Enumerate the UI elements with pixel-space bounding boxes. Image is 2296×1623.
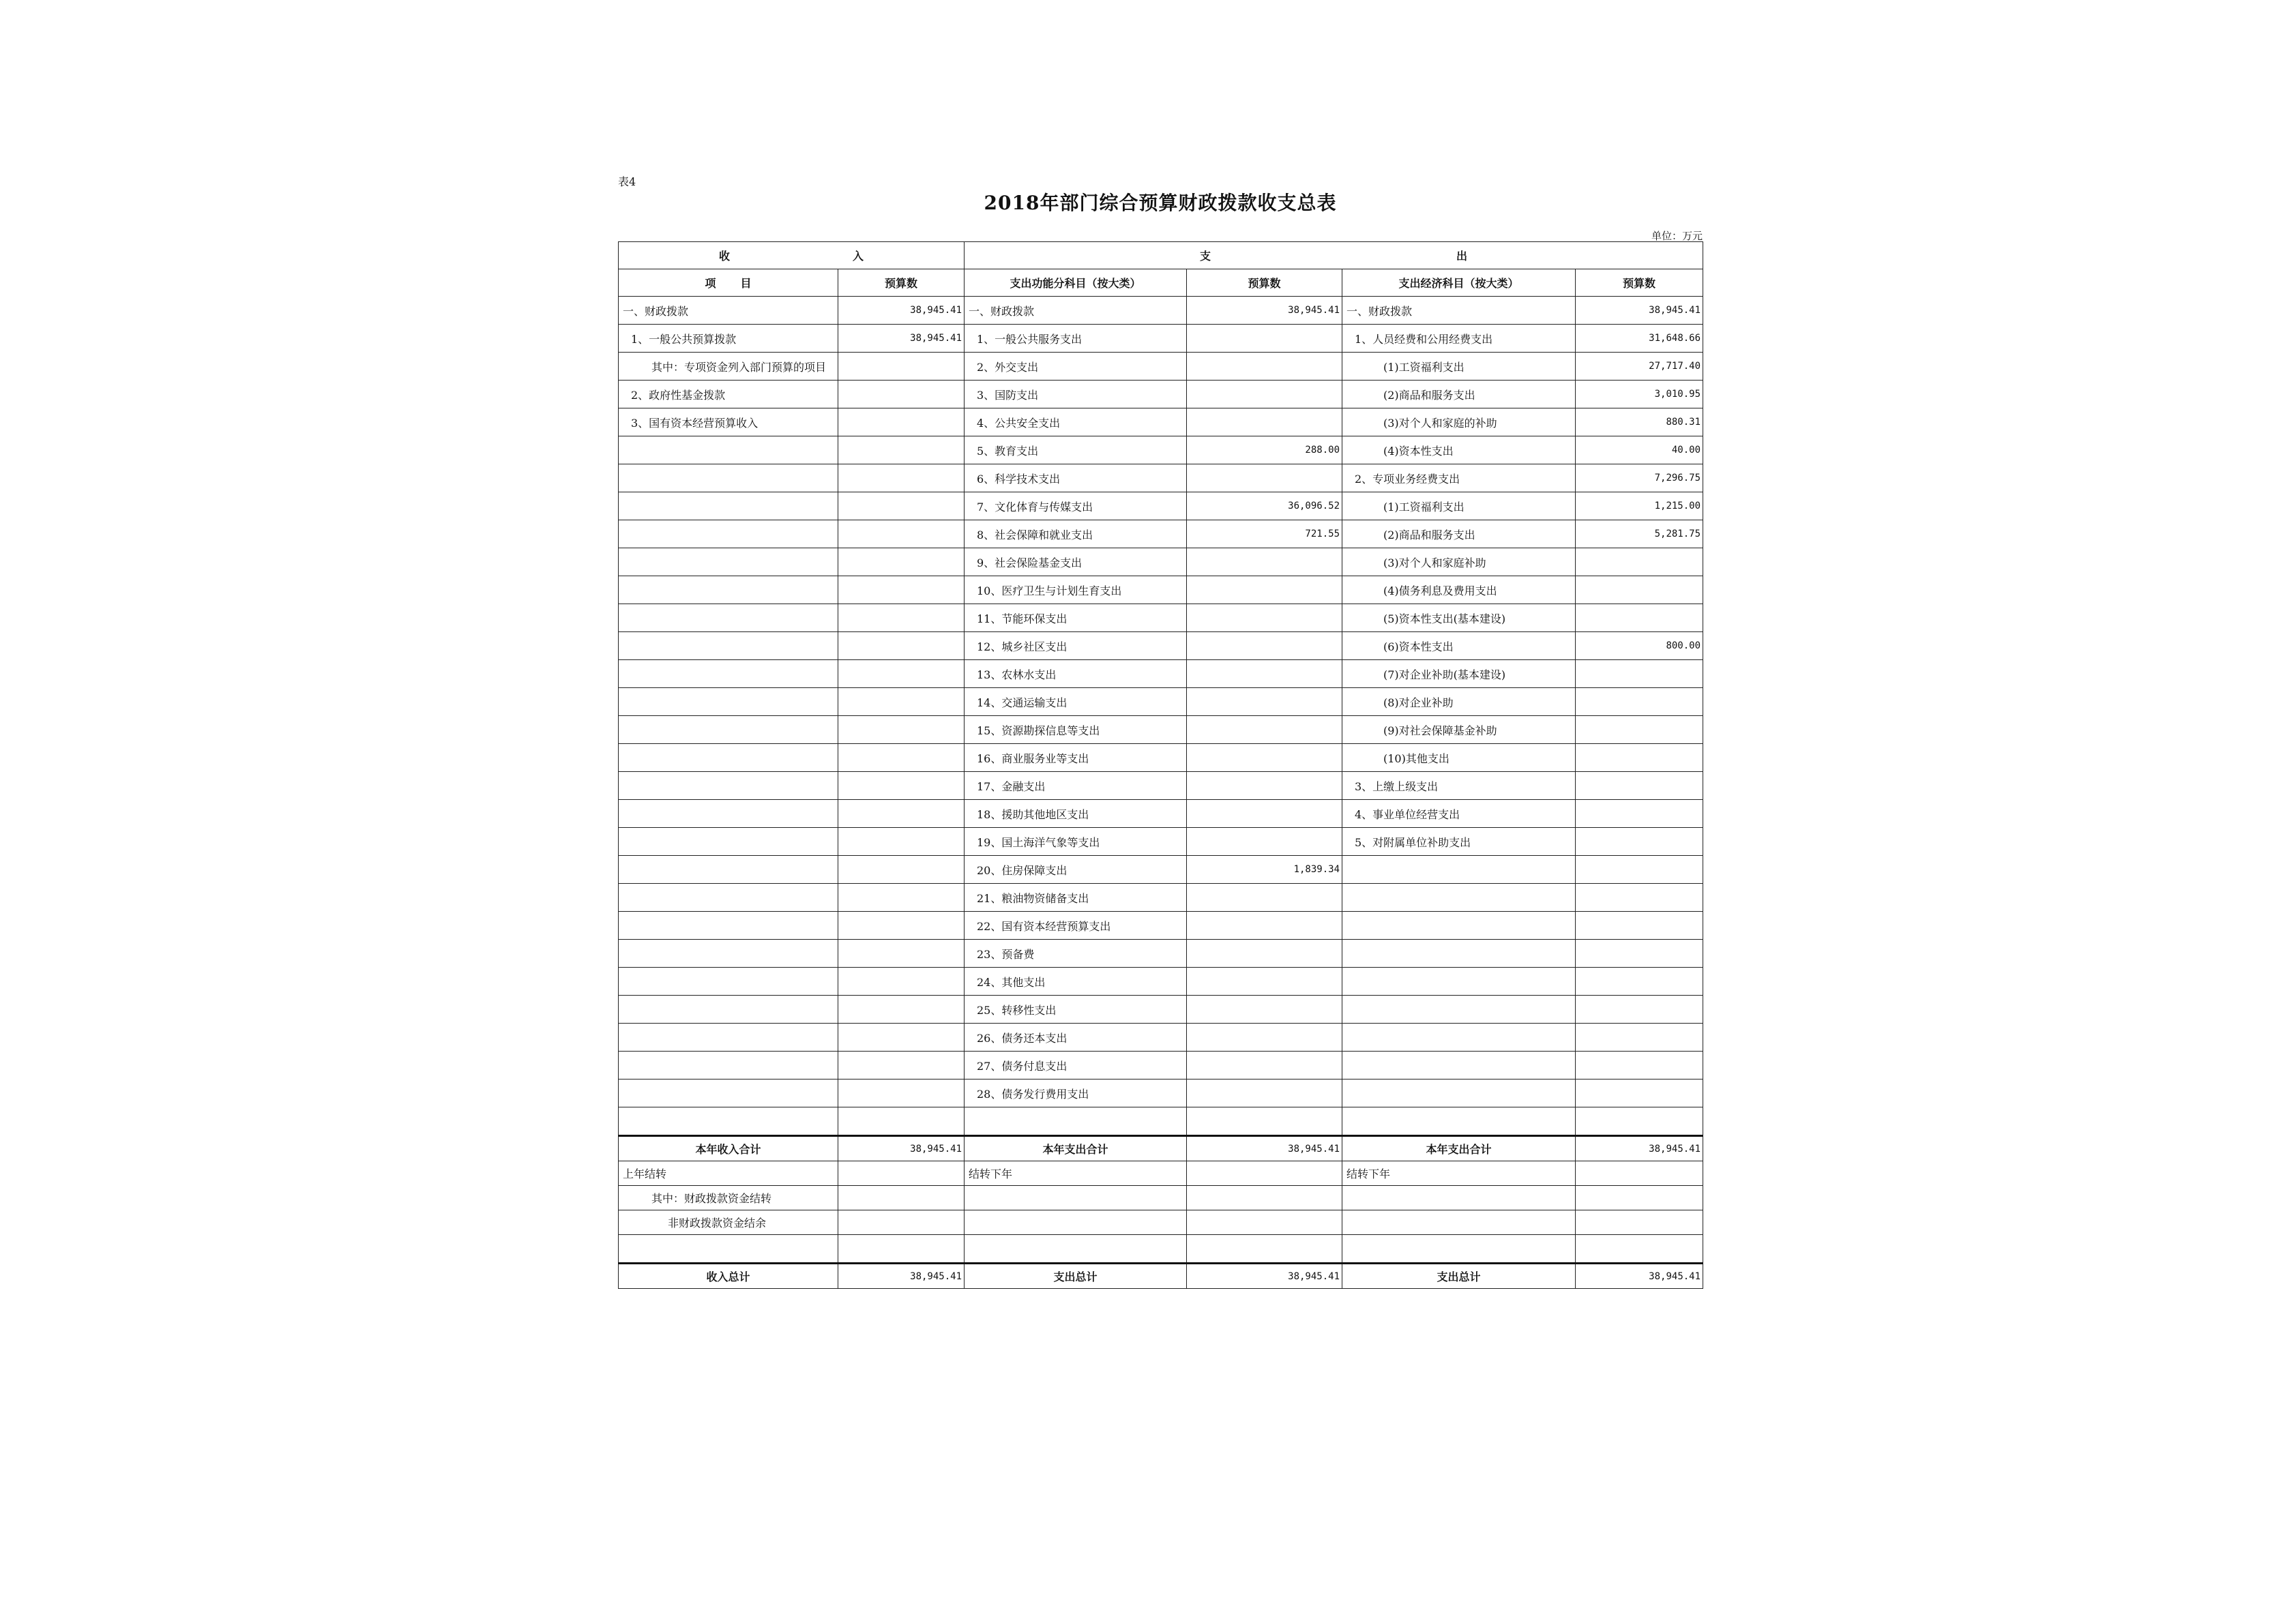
table-row — [619, 912, 1703, 940]
empty-cell — [1187, 1186, 1342, 1210]
empty-cell — [965, 1186, 1187, 1210]
table-row — [619, 381, 1703, 408]
income-header-char-b: 入 — [853, 250, 864, 263]
income-item-cell — [619, 1024, 838, 1052]
economic-item-cell — [1342, 912, 1576, 940]
income-item-cell — [619, 1052, 838, 1079]
economic-budget-cell: 31,648.66 — [1576, 325, 1703, 353]
col-header-item — [619, 269, 838, 297]
next-year-carry-label-1: 结转下年 — [965, 1161, 1187, 1186]
income-budget-cell — [838, 576, 965, 604]
grand-total-row — [619, 1264, 1703, 1289]
economic-budget-cell: 880.31 — [1576, 408, 1703, 436]
empty-cell — [965, 1210, 1187, 1235]
economic-grand-total-label: 支出总计 — [1342, 1264, 1576, 1289]
economic-budget-cell — [1576, 688, 1703, 716]
unit-label: 单位：万元 — [1651, 230, 1703, 242]
income-budget-cell — [838, 996, 965, 1024]
function-item-cell: 1、一般公共服务支出 — [965, 325, 1187, 353]
fiscal-carry-label: 其中：财政拨款资金结转 — [619, 1186, 838, 1210]
income-item-cell — [619, 884, 838, 912]
table-row — [619, 408, 1703, 436]
function-item-cell: 6、科学技术支出 — [965, 464, 1187, 492]
table-row — [619, 1107, 1703, 1136]
economic-budget-cell — [1576, 660, 1703, 688]
income-item-cell — [619, 828, 838, 856]
col-header-economic: 支出经济科目（按大类） — [1342, 269, 1576, 297]
income-budget-cell — [838, 1052, 965, 1079]
economic-budget-cell — [1576, 1107, 1703, 1136]
economic-budget-cell: 800.00 — [1576, 632, 1703, 660]
section-header-row — [619, 242, 1703, 269]
empty-cell — [838, 1235, 965, 1264]
function-budget-cell — [1187, 1052, 1342, 1079]
income-item-cell — [619, 1079, 838, 1107]
income-item-cell: 1、一般公共预算拨款 — [619, 325, 838, 353]
function-item-cell: 20、住房保障支出 — [965, 856, 1187, 884]
income-budget-cell — [838, 660, 965, 688]
table-row — [619, 800, 1703, 828]
function-item-cell: 28、债务发行费用支出 — [965, 1079, 1187, 1107]
economic-budget-cell — [1576, 940, 1703, 968]
income-budget-cell — [838, 968, 965, 996]
economic-item-cell — [1342, 1024, 1576, 1052]
function-budget-cell — [1187, 772, 1342, 800]
economic-budget-cell: 38,945.41 — [1576, 297, 1703, 325]
empty-cell — [1342, 1186, 1576, 1210]
function-budget-cell — [1187, 408, 1342, 436]
table-row — [619, 828, 1703, 856]
income-budget-cell — [838, 492, 965, 520]
function-year-total-label: 本年支出合计 — [965, 1136, 1187, 1161]
table-row — [619, 492, 1703, 520]
function-year-total-value: 38,945.41 — [1187, 1136, 1342, 1161]
economic-item-cell — [1342, 996, 1576, 1024]
income-section-header — [619, 242, 965, 269]
function-budget-cell — [1187, 1024, 1342, 1052]
income-budget-cell — [838, 828, 965, 856]
income-item-cell: 2、政府性基金拨款 — [619, 381, 838, 408]
economic-budget-cell — [1576, 744, 1703, 772]
function-item-cell: 18、援助其他地区支出 — [965, 800, 1187, 828]
function-item-cell: 27、债务付息支出 — [965, 1052, 1187, 1079]
table-number: 表4 — [618, 175, 636, 188]
function-budget-cell — [1187, 996, 1342, 1024]
function-item-cell: 21、粮油物资储备支出 — [965, 884, 1187, 912]
income-item-cell — [619, 464, 838, 492]
economic-item-cell — [1342, 940, 1576, 968]
table-row — [619, 576, 1703, 604]
income-budget-cell: 38,945.41 — [838, 325, 965, 353]
economic-item-cell: (1)工资福利支出 — [1342, 492, 1576, 520]
table-row — [619, 968, 1703, 996]
table-row — [619, 604, 1703, 632]
function-budget-cell — [1187, 632, 1342, 660]
economic-item-cell: (2)商品和服务支出 — [1342, 381, 1576, 408]
income-item-cell — [619, 660, 838, 688]
income-budget-cell — [838, 1079, 965, 1107]
income-item-cell — [619, 772, 838, 800]
function-item-cell: 23、预备费 — [965, 940, 1187, 968]
economic-item-cell: (6)资本性支出 — [1342, 632, 1576, 660]
income-budget-cell — [838, 800, 965, 828]
function-item-cell: 3、国防支出 — [965, 381, 1187, 408]
income-budget-cell — [838, 1107, 965, 1136]
income-item-cell: 3、国有资本经营预算收入 — [619, 408, 838, 436]
income-budget-cell — [838, 716, 965, 744]
economic-budget-cell — [1576, 968, 1703, 996]
economic-budget-cell — [1576, 912, 1703, 940]
function-budget-cell — [1187, 688, 1342, 716]
income-item-cell — [619, 632, 838, 660]
economic-item-cell: (4)债务利息及费用支出 — [1342, 576, 1576, 604]
income-budget-cell — [838, 744, 965, 772]
economic-item-cell: 4、事业单位经营支出 — [1342, 800, 1576, 828]
table-row — [619, 464, 1703, 492]
function-budget-cell: 38,945.41 — [1187, 297, 1342, 325]
function-grand-total-label: 支出总计 — [965, 1264, 1187, 1289]
income-budget-cell — [838, 604, 965, 632]
income-budget-cell: 38,945.41 — [838, 297, 965, 325]
table-row — [619, 548, 1703, 576]
expense-header-char-b: 出 — [1456, 250, 1468, 263]
function-budget-cell — [1187, 800, 1342, 828]
function-budget-cell — [1187, 660, 1342, 688]
carry-over-row — [619, 1161, 1703, 1186]
table-row — [619, 325, 1703, 353]
table-body — [619, 242, 1703, 1289]
income-item-cell — [619, 716, 838, 744]
function-item-cell: 13、农林水支出 — [965, 660, 1187, 688]
income-item-cell: 其中：专项资金列入部门预算的项目 — [619, 353, 838, 381]
table-row — [619, 716, 1703, 744]
function-budget-cell — [1187, 604, 1342, 632]
income-item-cell — [619, 968, 838, 996]
nonfiscal-balance-row — [619, 1210, 1703, 1235]
economic-budget-cell — [1576, 604, 1703, 632]
year-total-row — [619, 1136, 1703, 1161]
empty-cell — [619, 1235, 838, 1264]
income-item-cell — [619, 492, 838, 520]
function-item-cell: 25、转移性支出 — [965, 996, 1187, 1024]
function-item-cell — [965, 1107, 1187, 1136]
income-item-cell — [619, 688, 838, 716]
col-header-budget-3: 预算数 — [1576, 269, 1703, 297]
income-budget-cell — [838, 688, 965, 716]
income-item-cell — [619, 856, 838, 884]
income-budget-cell — [838, 520, 965, 548]
economic-item-cell — [1342, 884, 1576, 912]
function-budget-cell — [1187, 1079, 1342, 1107]
economic-item-cell: 1、人员经费和公用经费支出 — [1342, 325, 1576, 353]
function-budget-cell: 288.00 — [1187, 436, 1342, 464]
economic-year-total-value: 38,945.41 — [1576, 1136, 1703, 1161]
empty-cell — [838, 1210, 965, 1235]
economic-item-cell — [1342, 1107, 1576, 1136]
function-budget-cell — [1187, 548, 1342, 576]
col-header-function: 支出功能分科目（按大类） — [965, 269, 1187, 297]
table-row — [619, 1024, 1703, 1052]
function-item-cell: 2、外交支出 — [965, 353, 1187, 381]
function-item-cell: 16、商业服务业等支出 — [965, 744, 1187, 772]
expense-section-header — [965, 242, 1703, 269]
income-budget-cell — [838, 940, 965, 968]
income-budget-cell — [838, 856, 965, 884]
function-budget-cell: 36,096.52 — [1187, 492, 1342, 520]
income-item-cell — [619, 436, 838, 464]
function-item-cell: 14、交通运输支出 — [965, 688, 1187, 716]
function-budget-cell — [1187, 716, 1342, 744]
income-budget-cell — [838, 353, 965, 381]
function-item-cell: 一、财政拨款 — [965, 297, 1187, 325]
economic-item-cell: (10)其他支出 — [1342, 744, 1576, 772]
function-budget-cell — [1187, 744, 1342, 772]
income-item-cell — [619, 996, 838, 1024]
economic-budget-cell — [1576, 1024, 1703, 1052]
income-budget-cell — [838, 408, 965, 436]
table-row — [619, 520, 1703, 548]
function-item-cell: 7、文化体育与传媒支出 — [965, 492, 1187, 520]
income-item-cell — [619, 800, 838, 828]
function-item-cell: 9、社会保险基金支出 — [965, 548, 1187, 576]
economic-budget-cell: 27,717.40 — [1576, 353, 1703, 381]
economic-budget-cell: 1,215.00 — [1576, 492, 1703, 520]
table-row — [619, 772, 1703, 800]
next-year-carry-label-2: 结转下年 — [1342, 1161, 1576, 1186]
col-header-item-b: 目 — [740, 277, 752, 290]
prev-year-carry-label: 上年结转 — [619, 1161, 838, 1186]
blank-row — [619, 1235, 1703, 1264]
column-header-row — [619, 269, 1703, 297]
economic-budget-cell — [1576, 772, 1703, 800]
economic-budget-cell — [1576, 884, 1703, 912]
expense-header-char-a: 支 — [1200, 250, 1211, 263]
empty-cell — [1576, 1235, 1703, 1264]
table-row — [619, 884, 1703, 912]
economic-item-cell — [1342, 856, 1576, 884]
income-budget-cell — [838, 548, 965, 576]
table-row — [619, 1079, 1703, 1107]
function-item-cell: 12、城乡社区支出 — [965, 632, 1187, 660]
economic-budget-cell: 3,010.95 — [1576, 381, 1703, 408]
table-row — [619, 297, 1703, 325]
function-budget-cell — [1187, 884, 1342, 912]
fiscal-carry-row — [619, 1186, 1703, 1210]
economic-budget-cell: 5,281.75 — [1576, 520, 1703, 548]
function-item-cell: 17、金融支出 — [965, 772, 1187, 800]
income-year-total-value: 38,945.41 — [838, 1136, 965, 1161]
economic-item-cell: (7)对企业补助(基本建设) — [1342, 660, 1576, 688]
economic-item-cell: (4)资本性支出 — [1342, 436, 1576, 464]
empty-cell — [1342, 1235, 1576, 1264]
income-item-cell — [619, 576, 838, 604]
economic-item-cell — [1342, 1079, 1576, 1107]
function-budget-cell — [1187, 968, 1342, 996]
function-budget-cell — [1187, 828, 1342, 856]
table-row — [619, 940, 1703, 968]
function-budget-cell — [1187, 381, 1342, 408]
table-row — [619, 688, 1703, 716]
economic-budget-cell — [1576, 548, 1703, 576]
economic-item-cell — [1342, 968, 1576, 996]
economic-item-cell: (3)对个人和家庭的补助 — [1342, 408, 1576, 436]
economic-budget-cell — [1576, 716, 1703, 744]
table-row — [619, 856, 1703, 884]
col-header-budget-2: 预算数 — [1187, 269, 1342, 297]
function-item-cell: 11、节能环保支出 — [965, 604, 1187, 632]
function-item-cell: 24、其他支出 — [965, 968, 1187, 996]
economic-budget-cell: 7,296.75 — [1576, 464, 1703, 492]
function-budget-cell — [1187, 353, 1342, 381]
function-budget-cell — [1187, 325, 1342, 353]
empty-cell — [838, 1186, 965, 1210]
income-item-cell: 一、财政拨款 — [619, 297, 838, 325]
next-year-carry-value-1 — [1187, 1161, 1342, 1186]
economic-item-cell: (9)对社会保障基金补助 — [1342, 716, 1576, 744]
economic-budget-cell — [1576, 856, 1703, 884]
income-grand-total-label: 收入总计 — [619, 1264, 838, 1289]
economic-item-cell: (1)工资福利支出 — [1342, 353, 1576, 381]
income-item-cell — [619, 1107, 838, 1136]
function-item-cell: 8、社会保障和就业支出 — [965, 520, 1187, 548]
economic-grand-total-value: 38,945.41 — [1576, 1264, 1703, 1289]
function-budget-cell — [1187, 464, 1342, 492]
table-row — [619, 436, 1703, 464]
income-budget-cell — [838, 632, 965, 660]
function-grand-total-value: 38,945.41 — [1187, 1264, 1342, 1289]
income-budget-cell — [838, 884, 965, 912]
income-budget-cell — [838, 464, 965, 492]
economic-item-cell: (2)商品和服务支出 — [1342, 520, 1576, 548]
economic-budget-cell — [1576, 1052, 1703, 1079]
economic-budget-cell: 40.00 — [1576, 436, 1703, 464]
income-budget-cell — [838, 912, 965, 940]
page-title: 2018年部门综合预算财政拨款收支总表 — [984, 192, 1337, 214]
empty-cell — [965, 1235, 1187, 1264]
income-year-total-label: 本年收入合计 — [619, 1136, 838, 1161]
function-item-cell: 22、国有资本经营预算支出 — [965, 912, 1187, 940]
empty-cell — [1187, 1210, 1342, 1235]
empty-cell — [1342, 1210, 1576, 1235]
economic-item-cell: 一、财政拨款 — [1342, 297, 1576, 325]
budget-table — [618, 241, 1703, 1289]
economic-year-total-label: 本年支出合计 — [1342, 1136, 1576, 1161]
economic-budget-cell — [1576, 576, 1703, 604]
function-item-cell: 15、资源勘探信息等支出 — [965, 716, 1187, 744]
economic-item-cell: 3、上缴上级支出 — [1342, 772, 1576, 800]
function-budget-cell — [1187, 576, 1342, 604]
income-item-cell — [619, 604, 838, 632]
empty-cell — [1576, 1210, 1703, 1235]
income-budget-cell — [838, 436, 965, 464]
economic-budget-cell — [1576, 1079, 1703, 1107]
function-budget-cell — [1187, 1107, 1342, 1136]
income-item-cell — [619, 548, 838, 576]
function-budget-cell: 1,839.34 — [1187, 856, 1342, 884]
next-year-carry-value-2 — [1576, 1161, 1703, 1186]
income-item-cell — [619, 744, 838, 772]
function-item-cell: 10、医疗卫生与计划生育支出 — [965, 576, 1187, 604]
economic-budget-cell — [1576, 800, 1703, 828]
income-grand-total-value: 38,945.41 — [838, 1264, 965, 1289]
function-item-cell: 4、公共安全支出 — [965, 408, 1187, 436]
function-budget-cell: 721.55 — [1187, 520, 1342, 548]
empty-cell — [1187, 1235, 1342, 1264]
col-header-item-a: 项 — [705, 277, 716, 290]
income-header-char-a: 收 — [718, 250, 730, 263]
table-row — [619, 660, 1703, 688]
table-row — [619, 744, 1703, 772]
table-row — [619, 353, 1703, 381]
income-item-cell — [619, 940, 838, 968]
economic-item-cell — [1342, 1052, 1576, 1079]
economic-budget-cell — [1576, 996, 1703, 1024]
table-row — [619, 996, 1703, 1024]
empty-cell — [1576, 1186, 1703, 1210]
economic-item-cell: 5、对附属单位补助支出 — [1342, 828, 1576, 856]
function-item-cell: 26、债务还本支出 — [965, 1024, 1187, 1052]
economic-item-cell: (8)对企业补助 — [1342, 688, 1576, 716]
function-item-cell: 19、国土海洋气象等支出 — [965, 828, 1187, 856]
function-item-cell: 5、教育支出 — [965, 436, 1187, 464]
function-budget-cell — [1187, 940, 1342, 968]
col-header-budget-1: 预算数 — [838, 269, 965, 297]
income-budget-cell — [838, 381, 965, 408]
economic-item-cell: (5)资本性支出(基本建设) — [1342, 604, 1576, 632]
table-row — [619, 1052, 1703, 1079]
economic-item-cell: (3)对个人和家庭补助 — [1342, 548, 1576, 576]
income-item-cell — [619, 520, 838, 548]
prev-year-carry-value — [838, 1161, 965, 1186]
economic-item-cell: 2、专项业务经费支出 — [1342, 464, 1576, 492]
function-budget-cell — [1187, 912, 1342, 940]
income-item-cell — [619, 912, 838, 940]
economic-budget-cell — [1576, 828, 1703, 856]
income-budget-cell — [838, 1024, 965, 1052]
nonfiscal-balance-label: 非财政拨款资金结余 — [619, 1210, 838, 1235]
income-budget-cell — [838, 772, 965, 800]
table-row — [619, 632, 1703, 660]
